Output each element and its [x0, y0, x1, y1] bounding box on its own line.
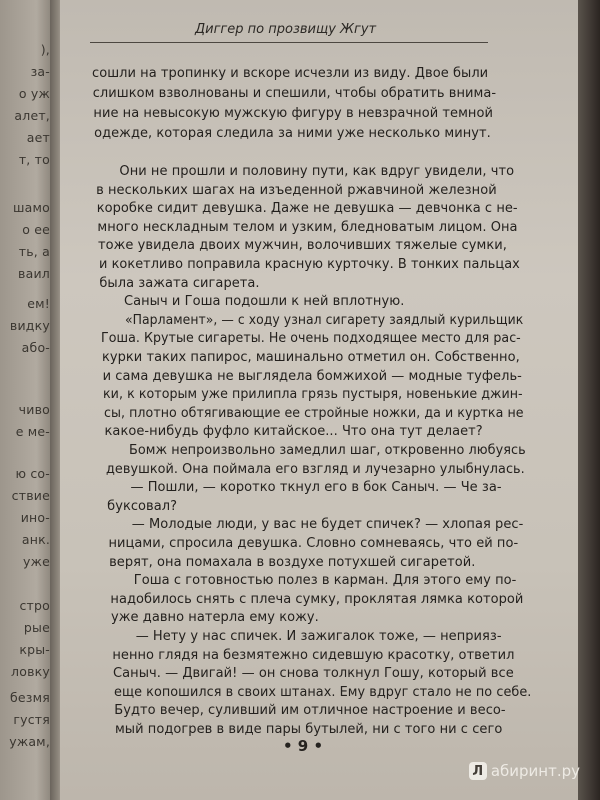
text-line: ние на невысокую мужскую фигуру в невзрачной темной	[93, 106, 493, 121]
running-head: Диггер по прозвищу Жгут	[195, 22, 377, 37]
text-line: Гоша. Крутые сигареты. Не очень подходящее место для рас-	[101, 331, 522, 347]
left-page-fragment: густя	[13, 712, 50, 727]
text-line: и кокетливо поправила красную курточку. В тонких пальцах	[98, 257, 520, 272]
text-line: ницами, спросила девушка. Словно сомневаясь, что ей по-	[108, 536, 519, 551]
book-right-edge	[578, 0, 600, 800]
text-line: — Пошли, — коротко ткнул его в бок Саныч. — Че за-	[130, 480, 502, 496]
text-line: Бомж непроизвольно замедлил шаг, откровенно любуясь	[129, 443, 526, 458]
text-line: в нескольких шагах на изъеденной ржавчиной железной	[96, 182, 497, 198]
left-page-fragment: ем!	[27, 296, 50, 311]
text-line: Саныч. — Двигай! — он снова толкнул Гошу, который все	[113, 666, 514, 682]
left-page-fragment: або-	[21, 340, 50, 355]
text-line: была зажата сигарета.	[99, 275, 260, 291]
watermark	[469, 762, 580, 780]
left-page-fragment: о уж	[18, 86, 50, 101]
text-line: сошли на тропинку и вскоре исчезли из виду. Двое были	[92, 66, 489, 81]
left-page-fragment: за-	[30, 64, 50, 79]
left-page-fragment: шамо	[13, 200, 50, 215]
text-line: мый подогрев в виде пары бутылей, ни с того ни с сего	[114, 722, 503, 737]
left-page-fragment: ваил	[18, 266, 50, 281]
text-line: верят, она помахала в воздухе потухшей сигаретой.	[109, 554, 476, 570]
text-line: Будто вечер, суливший им отличное настроение и весо-	[114, 703, 506, 719]
text-line: ки, к которым уже прилипла грязь пустыря, новенькие джин-	[103, 387, 523, 403]
left-page-fragment: видку	[9, 318, 50, 333]
left-page-fragment: о ее	[22, 222, 50, 237]
left-page-fragment: чиво	[18, 402, 50, 417]
page-number: • 9 •	[283, 737, 324, 755]
labirint-logo-icon: Л	[469, 762, 487, 780]
left-page-fragment: ),	[40, 42, 50, 57]
text-line: — Молодые люди, у вас не будет спичек? — хлопая рес-	[131, 517, 524, 533]
left-page-edge	[0, 0, 52, 800]
text-line: коробке сидит девушка. Даже не девушка — девчонка с не-	[96, 201, 518, 217]
text-line: девушкой. Она поймала его взгляд и лучезарно улыбнулась.	[105, 461, 525, 477]
watermark-text: абиринт.ру	[490, 762, 580, 780]
text-line: сы, плотно обтягивающие ее стройные ножки, да и куртка не	[103, 405, 524, 421]
text-line: слишком взволнованы и спешили, чтобы обратить внима-	[92, 86, 497, 101]
text-line: уже давно натерла ему кожу.	[111, 610, 319, 626]
text-line: и сама девушка не выглядела бомжихой — модные туфель-	[102, 368, 522, 384]
left-page-fragment: анк.	[21, 532, 50, 547]
text-line: Гоша с готовностью полез в карман. Для этого ему по-	[133, 573, 517, 589]
left-page-fragment: алет,	[14, 108, 50, 123]
left-page-fragment: т, то	[18, 152, 50, 167]
left-page-fragment: ужам,	[9, 734, 50, 749]
text-line: — Нету у нас спичек. И зажигалок тоже, — неприяз-	[135, 629, 502, 644]
left-page-fragment: ю со-	[15, 466, 50, 481]
text-line: курки таких папирос, машинально отметил он. Собственно,	[101, 350, 520, 365]
text-line: одежде, которая следила за ними уже несколько минут.	[94, 126, 491, 141]
text-line: надобилось снять с плеча сумку, проклятая лямка которой	[110, 591, 524, 607]
text-line: Саныч и Гоша подошли к ней вплотную.	[123, 294, 405, 310]
left-page-fragment: ловку	[11, 664, 50, 679]
left-page-fragment: ствие	[11, 488, 50, 503]
text-line: тоже увидела двоих мужчин, волочивших тяжелые сумки,	[98, 238, 507, 254]
text-line: Они не прошли и половину пути, как вдруг увидели, что	[119, 164, 515, 179]
text-line: «Парламент», — с ходу узнал сигарету заядлый курильщик	[124, 312, 523, 328]
text-line: еще копошился в своих штанах. Ему вдруг стало не по себе.	[113, 684, 532, 700]
left-page-fragment: ино-	[20, 510, 50, 525]
left-page-fragment: ает	[26, 130, 50, 145]
left-page-fragment: е ме-	[15, 424, 50, 439]
text-line: много нескладным телом и узким, бледноватым лицом. Она	[97, 219, 518, 235]
left-page-fragment: безмя	[10, 690, 50, 705]
left-page-fragment: кры-	[19, 642, 50, 657]
header-rule	[90, 42, 488, 43]
text-line: какое-нибудь фуфло китайское... Что она тут делает?	[104, 424, 483, 440]
text-line: ненно глядя на безмятежно сидевшую красотку, ответил	[112, 647, 515, 663]
text-line: буксовал?	[107, 498, 178, 514]
left-page-fragment: рые	[23, 620, 50, 635]
left-page-fragment: ть, а	[18, 244, 50, 259]
left-page-fragment: стро	[19, 598, 50, 613]
left-page-fragment: уже	[23, 554, 50, 569]
